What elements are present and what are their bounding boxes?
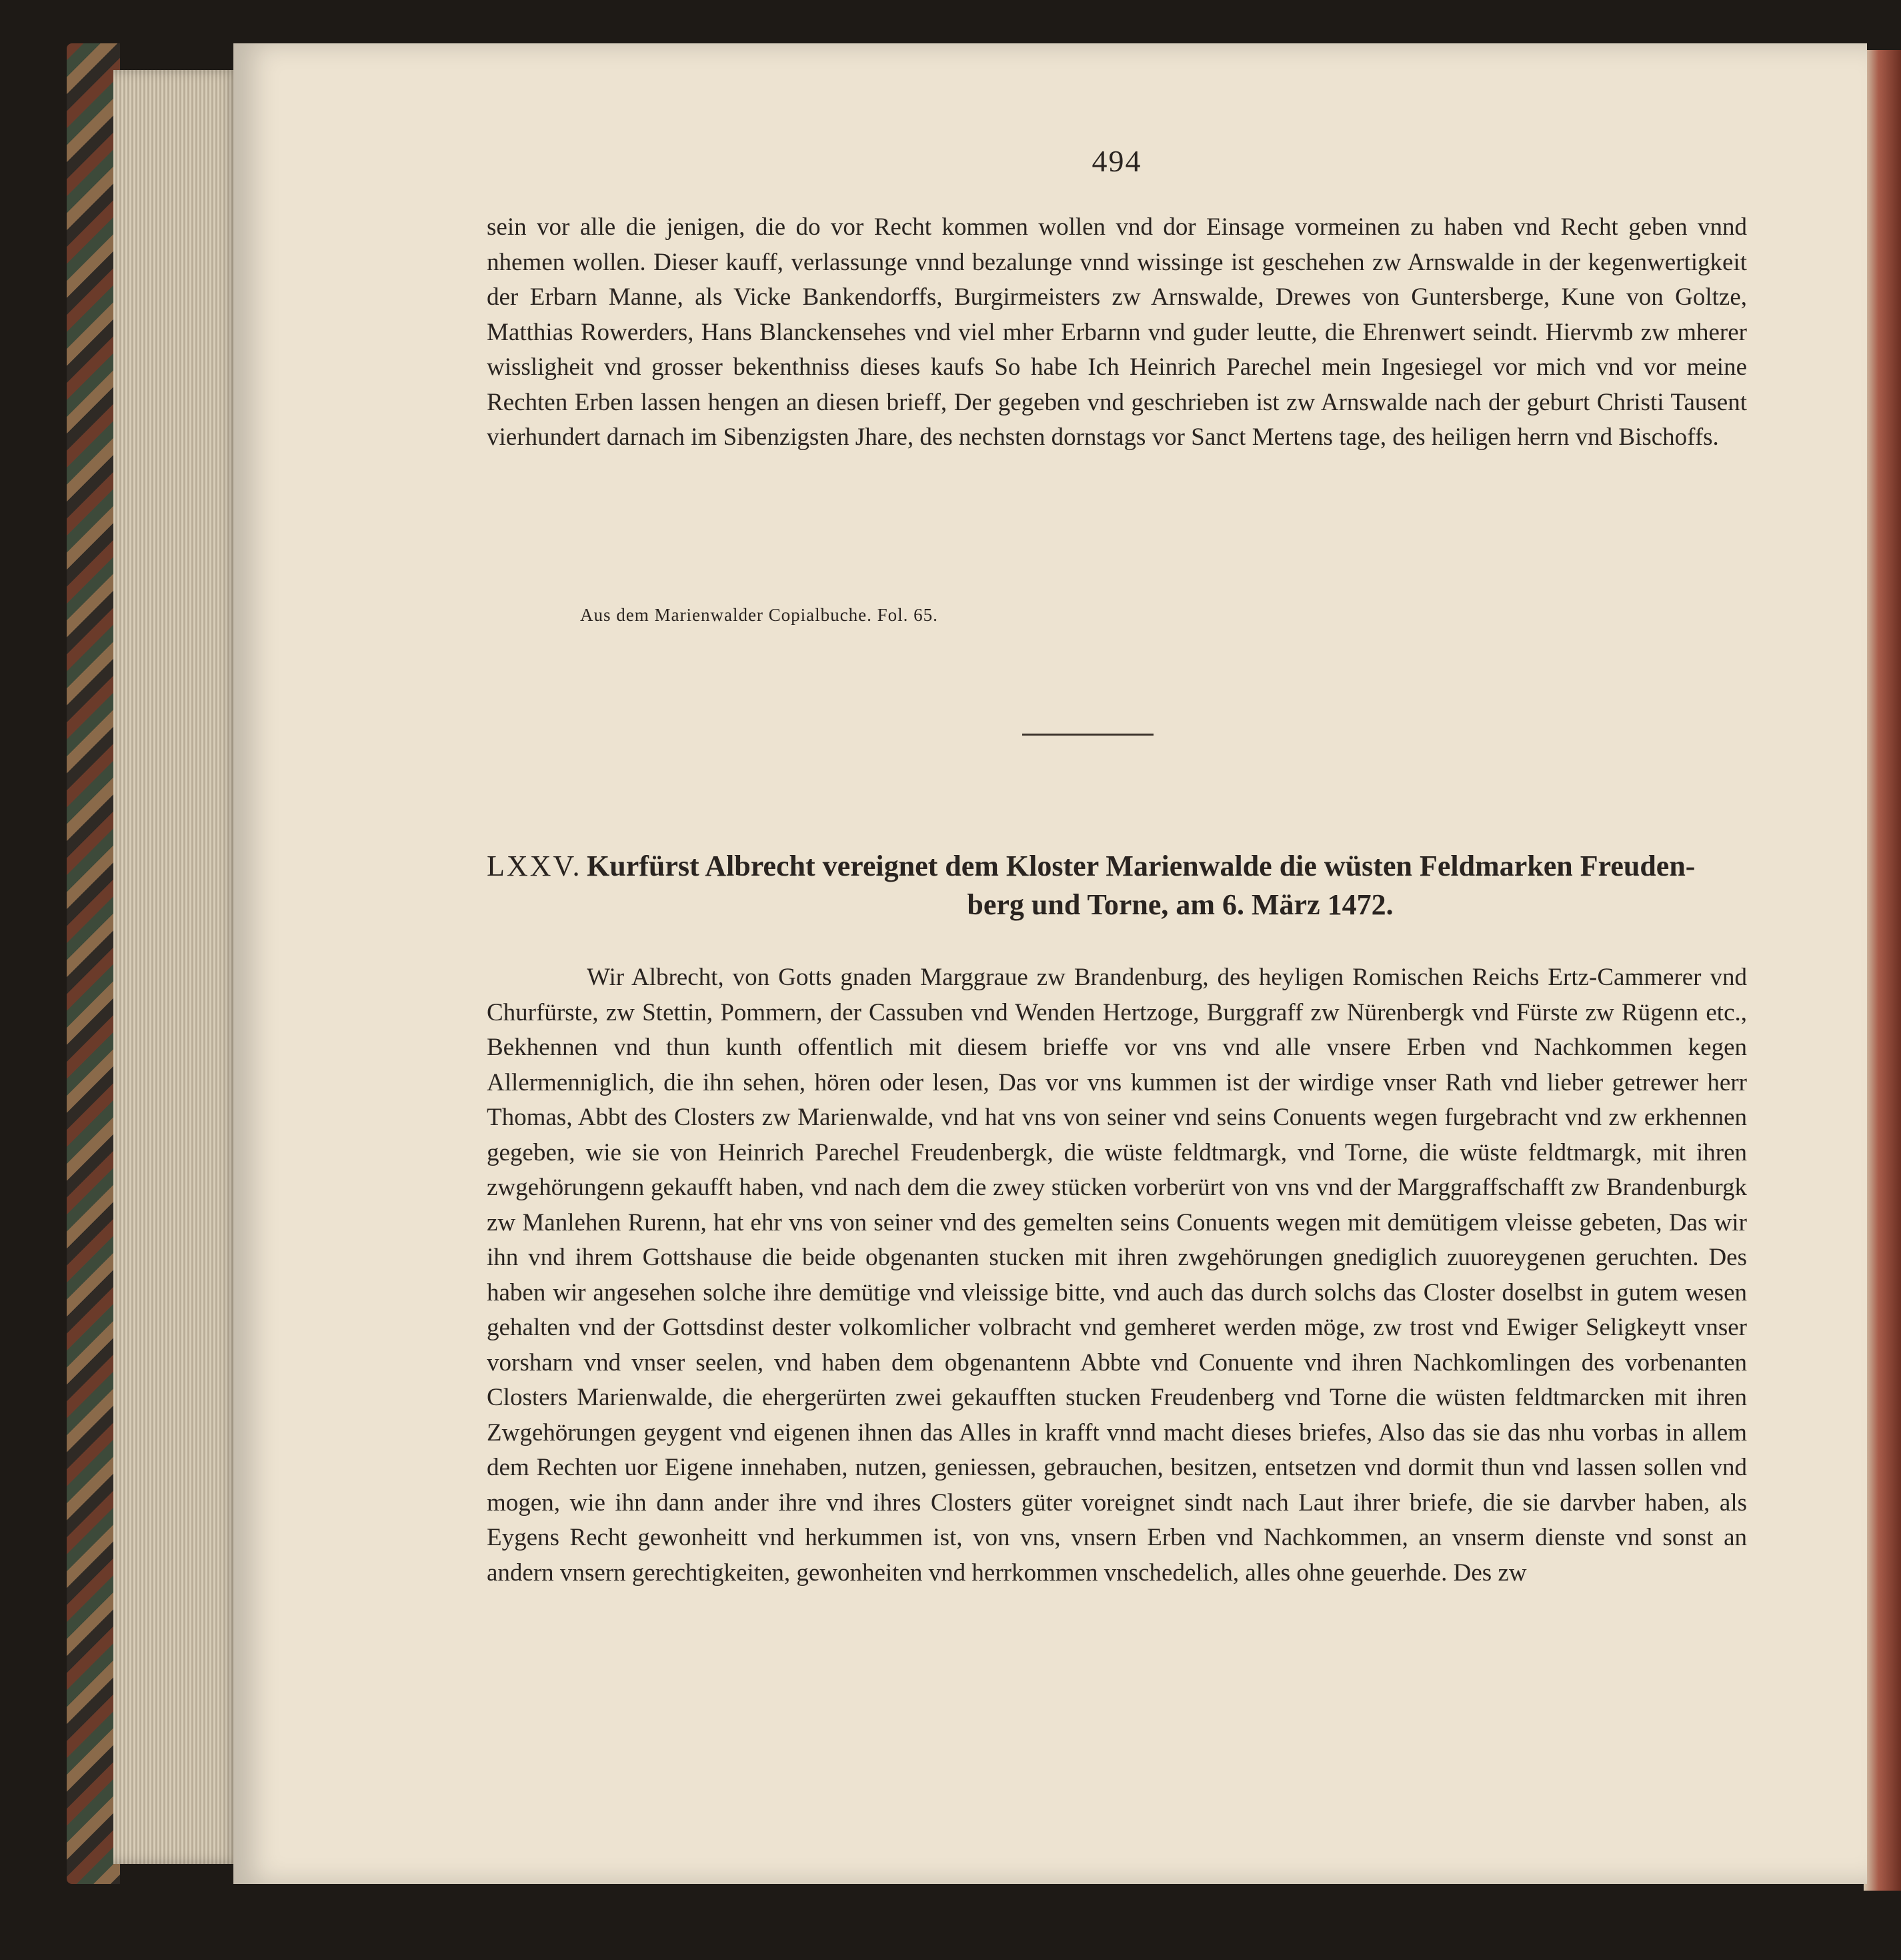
source-note: Aus dem Marienwalder Copialbuche. Fol. 65. [580, 605, 938, 625]
document-body: Wir Albrecht, von Gotts gnaden Marggraue zw Brandenburg, des heyligen Romischen Reichs Ertz-Cammerer vnd Churfürste, zw Stettin, Pommern, der Cassuben vnd Wenden Hertzoge, Burggraff zw Nürenbergk vnd Fürste zw Rügenn etc., Bekhennen vnd thun kunth offentlich mit diesem brieffe vor vns vnd alle vnsere Erben vnd Nachkommen kegen Allermenniglich, die ihn sehen, hören oder lesen, Das vor vns kummen ist der wirdige vnser Rath vnd lieber getrewer herr Thomas, Abbt des Closters zw Marienwalde, vnd hat vns von seiner vnd seins Conuents wegen furgebracht vnd zw erkhennen gegeben, wie sie von Heinrich Parechel Freudenbergk, die wüste feldtmargk, vnd Torne, die wüste feldtmargk, mit ihren zwgehörungenn gekaufft haben, vnd nach dem die zwey stücken vorberürt von vns vnd der Marggraffschafft zw Brandenburgk zw Manlehen Rurenn, hat ehr vns von seiner vnd des gemelten seins Conuents wegen mit demütigem vleisse gebeten, Das wir ihn vnd ihrem Gottshause die beide obgenanten stucken mit ihren zwgehörungen gnediglich zuuoreygenen geruchten. Des haben wir angesehen solche ihre demütige vnd vleissige bitte, vnd auch das durch solchs das Closter doselbst in gutem wesen gehalten vnd der Gottsdinst dester volkomlicher volbracht vnd gemheret werden möge, zw trost vnd Ewiger Seligkeytt vnser vorsharn vnd vnser seelen, vnd haben dem obgenantenn Abbte vnd Conuente vnd ihren Nachkomlingen des vorbenanten Closters Marienwalde, die ehergerürten zwei gekaufften stucken Freudenberg vnd Torne die wüsten feldtmarcken mit ihren Zwgehörungen geygent vnd eigenen ihnen das Alles in krafft vnnd macht dieses briefes, Also das sie das nhu vorbas in allem dem Rechten uor Eigene innehaben, nutzen, geniessen, gebrauchen, besitzen, entsetzen vnd dormit thun vnd lassen sollen vnd mogen, wie ihn dann ander ihre vnd ihres Closters güter voreignet sindt nach Laut ihrer briefe, die sie darvber haben, als Eygens Recht gewonheitt vnd herkummen ist, von vns, vnsern Erben vnd Nachkommen, an vnserm dienste vnd sonst an andern vnsern gerechtigkeiten, gewonheiten vnd herrkommen vnschedelich, alles ohne geuerhde. Des zw [487, 964, 1747, 1587]
document-number: LXXV. [487, 850, 582, 882]
page-number: 494 [1092, 144, 1142, 178]
book-spine [67, 43, 120, 1884]
paragraph-continued: sein vor alle die jenigen, die do vor Recht kommen wollen vnd dor Einsage vormeinen zu haben vnd Recht geben vnnd nhemen wollen. Dieser kauff, verlassunge vnnd bezalunge vnnd wissinge ist geschehen zw Arnswalde in der kegenwertigkeit der Erbarn Manne, als Vicke Bankendorffs, Burgirmeisters zw Arnswalde, Drewes von Guntersberge, Kune von Goltze, Matthias Rowerders, Hans Blanckensehes vnd viel mher Erbarnn vnd guder leutte, die Ehrenwert seindt. Hiervmb zw mherer wissligheit vnd grosser bekenthniss dieses kaufs So habe Ich Heinrich Parechel mein Ingesiegel vor mich vnd vor meine Rechten Erben lassen hengen an diesen brieff, Der gegeben vnd geschrieben ist zw Arnswalde nach der geburt Christi Tausent vierhundert darnach im Sibenzigsten Jhare, des nechsten dornstags vor Sanct Mertens tage, des heiligen herrn vnd Bischoffs. [487, 213, 1747, 451]
heading-line-2: berg und Torne, am 6. März 1472. [967, 888, 1394, 921]
page-edges [113, 70, 240, 1864]
book-cover-edge [1864, 50, 1901, 1891]
heading-line-1: Kurfürst Albrecht vereignet dem Kloster Marienwalde die wüsten Feldmarken Freuden- [587, 850, 1696, 882]
document-heading [487, 847, 1747, 924]
book-page [233, 43, 1867, 1884]
section-divider [1022, 734, 1154, 736]
